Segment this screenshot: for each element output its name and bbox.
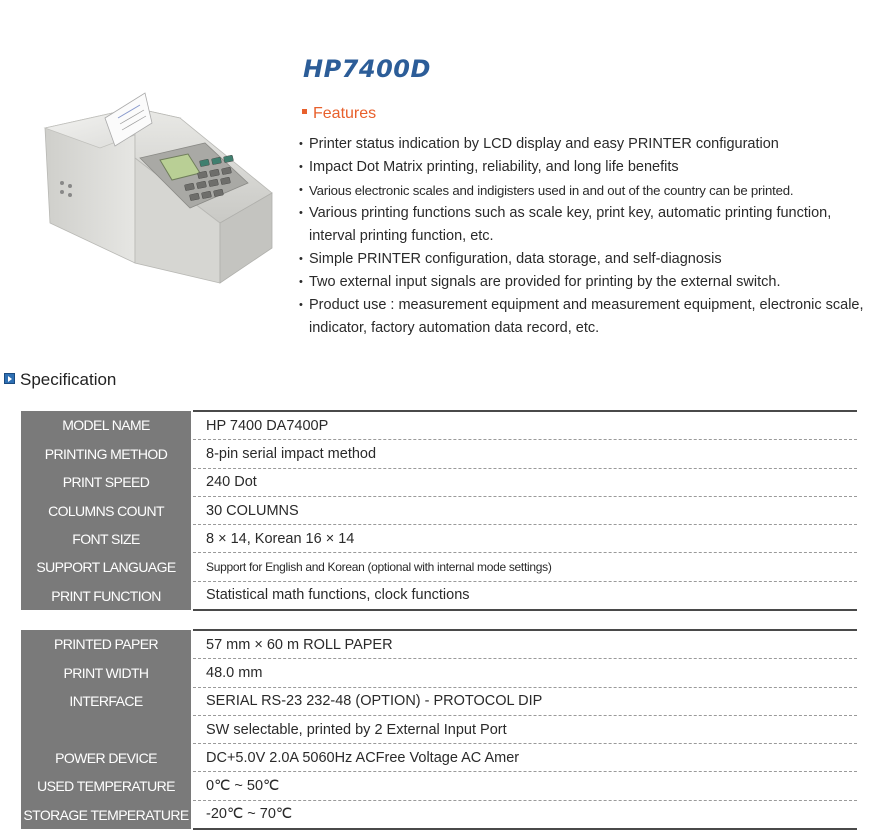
spec-label: STORAGE TEMPERATURE <box>21 800 191 829</box>
spec-label: USED TEMPERATURE <box>21 772 191 800</box>
spec-value: Statistical math functions, clock functions <box>193 581 857 610</box>
spec-value: 240 Dot <box>193 468 857 496</box>
spec-label: PRINTED PAPER <box>21 630 191 659</box>
feature-item: • Simple PRINTER configuration, data storage, and self-diagnosis <box>299 248 869 271</box>
printer-product-image <box>40 88 275 288</box>
spec-value: DC+5.0V 2.0A 5060Hz ACFree Voltage AC Amer <box>193 744 857 772</box>
spec-label <box>21 715 191 743</box>
spec-label: SUPPORT LANGUAGE <box>21 553 191 581</box>
features-heading-text: Features <box>313 105 377 122</box>
spec-value: -20℃ ~ 70℃ <box>193 800 857 829</box>
table-row <box>21 525 857 553</box>
table-row <box>21 581 857 610</box>
spec-value: Support for English and Korean (optional with internal mode settings) <box>193 553 857 581</box>
feature-item: • Impact Dot Matrix printing, reliability, and long life benefits <box>299 156 869 179</box>
table-row <box>21 630 857 659</box>
orange-square-bullet-icon <box>302 109 307 114</box>
table-row <box>21 468 857 496</box>
spec-label: PRINTING METHOD <box>21 440 191 468</box>
table-row <box>21 411 857 440</box>
table-row <box>21 440 857 468</box>
spec-label: MODEL NAME <box>21 411 191 440</box>
table-row <box>21 659 857 687</box>
table-row <box>21 687 857 715</box>
spec-value: 30 COLUMNS <box>193 496 857 524</box>
spec-label: PRINT WIDTH <box>21 659 191 687</box>
table-row <box>21 744 857 772</box>
feature-item: • Product use : measurement equipment and measurement equipment, electronic scale, indicator, factory automation data record, etc. <box>299 294 869 340</box>
spec-value: HP 7400 DA7400P <box>193 411 857 440</box>
features-list <box>299 133 869 340</box>
spec-label: POWER DEVICE <box>21 744 191 772</box>
blue-arrow-square-icon <box>4 373 15 384</box>
spec-value: 0℃ ~ 50℃ <box>193 772 857 800</box>
spec-value: 57 mm × 60 m ROLL PAPER <box>193 630 857 659</box>
spec-value: SW selectable, printed by 2 External Input Port <box>193 715 857 743</box>
spec-label: PRINT SPEED <box>21 468 191 496</box>
spec-value: 8 × 14, Korean 16 × 14 <box>193 525 857 553</box>
feature-item: • Various printing functions such as scale key, print key, automatic printing function, interval printing function, etc. <box>299 202 869 248</box>
table-row <box>21 553 857 581</box>
feature-item: • Printer status indication by LCD display and easy PRINTER configuration <box>299 133 869 156</box>
spec-value: SERIAL RS-23 232-48 (OPTION) - PROTOCOL DIP <box>193 687 857 715</box>
feature-item: • Two external input signals are provided for printing by the external switch. <box>299 271 869 294</box>
product-title: HP7400D <box>303 55 431 83</box>
specification-heading <box>4 370 116 390</box>
specification-heading-text: Specification <box>20 370 117 389</box>
spec-label: PRINT FUNCTION <box>21 581 191 610</box>
spec-label: COLUMNS COUNT <box>21 496 191 524</box>
spec-table-hardware <box>21 629 857 830</box>
spec-label: FONT SIZE <box>21 525 191 553</box>
feature-item: • Various electronic scales and indigisters used in and out of the country can be printed. <box>299 179 869 202</box>
table-row <box>21 800 857 829</box>
spec-value: 8-pin serial impact method <box>193 440 857 468</box>
table-row <box>21 772 857 800</box>
spec-label: INTERFACE <box>21 687 191 715</box>
table-row <box>21 715 857 743</box>
spec-value: 48.0 mm <box>193 659 857 687</box>
spec-table-general <box>21 410 857 611</box>
features-heading <box>302 105 376 123</box>
table-row <box>21 496 857 524</box>
